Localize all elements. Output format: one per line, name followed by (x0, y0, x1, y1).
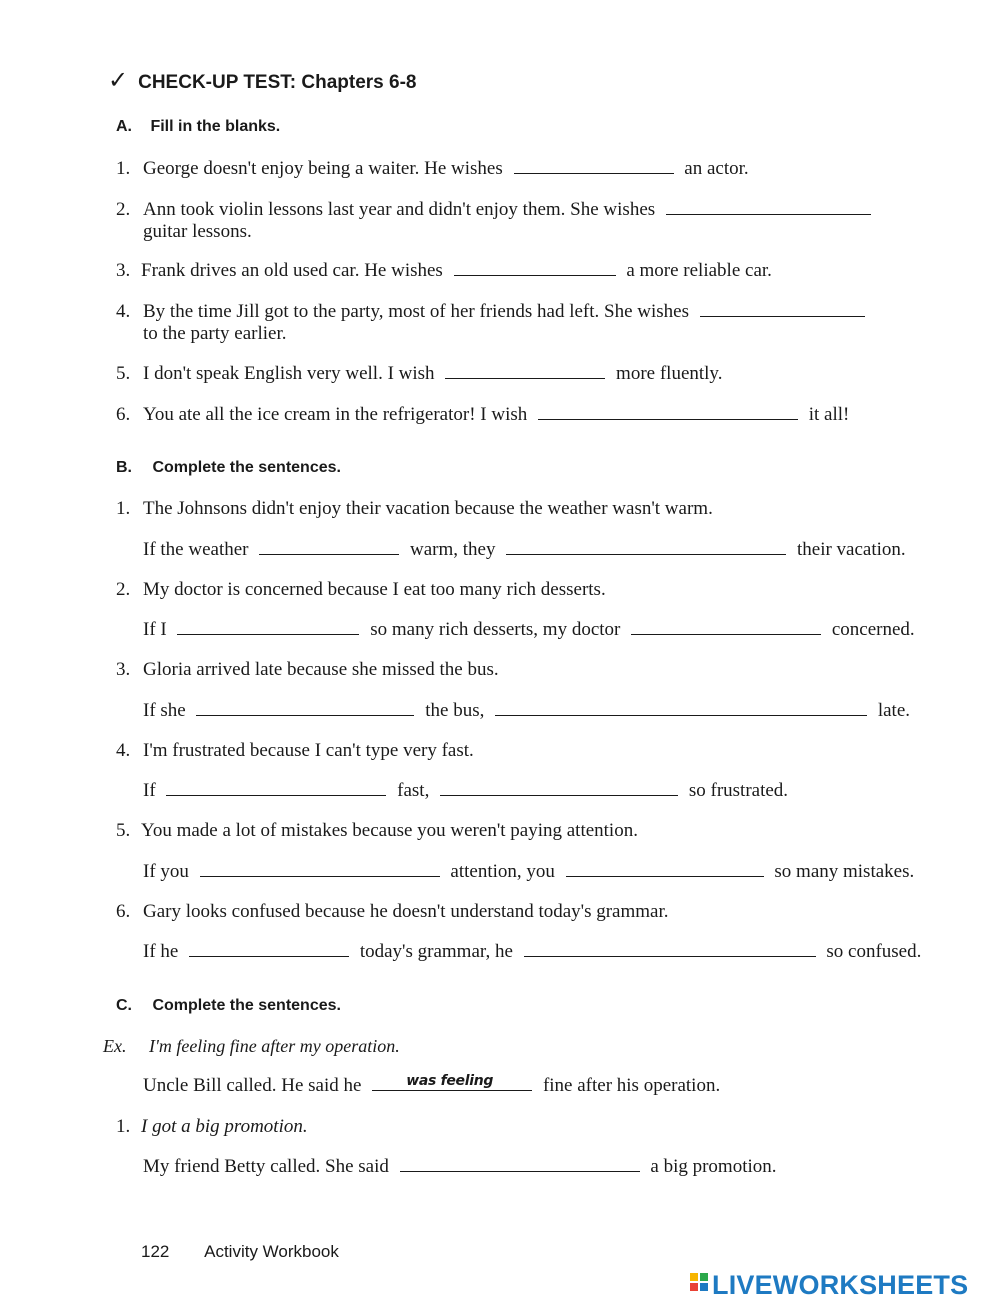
answer-blank-b4b[interactable] (440, 780, 678, 796)
checkmark-icon: ✓ (108, 66, 129, 94)
answer-blank-b5a[interactable] (200, 861, 440, 877)
example-prompt: Ex. I'm feeling fine after my operation. (103, 1036, 400, 1056)
example-blank (372, 1075, 532, 1091)
section-a-item-6: 6. You ate all the ice cream in the refrigerator! I wish it all! (116, 404, 850, 425)
section-b-item-1-prompt: 1. The Johnsons didn't enjoy their vacation because the weather wasn't warm. (116, 498, 713, 519)
section-b-item-4-prompt: 4. I'm frustrated because I can't type very fast. (116, 740, 474, 761)
page-footer (141, 1242, 339, 1262)
section-b-item-3-prompt: 3. Gloria arrived late because she missed the bus. (116, 659, 499, 680)
section-a-item-2: 2. Ann took violin lessons last year and didn't enjoy them. She wishes (116, 199, 871, 221)
answer-blank-b3a[interactable] (196, 700, 414, 716)
answer-blank-a5[interactable] (445, 363, 605, 379)
answer-blank-a4[interactable] (700, 301, 865, 317)
answer-blank-b1b[interactable] (506, 539, 786, 555)
logo-text: LIVEWORKSHEETS (712, 1270, 969, 1300)
section-b-item-6-prompt: 6. Gary looks confused because he doesn't understand today's grammar. (116, 901, 669, 922)
section-a-item-1: 1. George doesn't enjoy being a waiter. He wishes an actor. (116, 158, 749, 179)
section-b-item-5-answer: If you attention, you so many mistakes. (143, 861, 915, 882)
answer-blank-b2a[interactable] (177, 619, 359, 635)
page-title (108, 66, 416, 94)
answer-blank-b2b[interactable] (631, 619, 821, 635)
section-b-item-4-answer: If fast, so frustrated. (143, 780, 789, 801)
liveworksheets-logo[interactable] (690, 1270, 990, 1300)
section-a-item-5: 5. I don't speak English very well. I wish more fluently. (116, 363, 723, 384)
page-number: 122 (141, 1242, 170, 1261)
example-handwritten-answer: was feeling (406, 1073, 494, 1089)
example-answer: Uncle Bill called. He said he was feeling fine after his operation. (143, 1073, 721, 1096)
section-a-item-2-cont: guitar lessons. (143, 221, 252, 242)
answer-blank-b4a[interactable] (166, 780, 386, 796)
answer-blank-b6b[interactable] (524, 941, 816, 957)
answer-blank-a2[interactable] (666, 199, 871, 215)
section-c-heading: C. Complete the sentences. (116, 997, 341, 1014)
section-c-item-1-prompt: 1. I got a big promotion. (116, 1116, 308, 1137)
answer-blank-b3b[interactable] (495, 700, 867, 716)
answer-blank-c1[interactable] (400, 1156, 640, 1172)
section-a-item-4: 4. By the time Jill got to the party, most of her friends had left. She wishes (116, 301, 865, 323)
section-b-item-1-answer: If the weather warm, they their vacation. (143, 539, 906, 560)
section-a-heading: A. Fill in the blanks. (116, 118, 281, 135)
section-b-item-6-answer: If he today's grammar, he so confused. (143, 941, 922, 962)
section-b-item-5-prompt: 5. You made a lot of mistakes because you weren't paying attention. (116, 820, 638, 841)
answer-blank-b5b[interactable] (566, 861, 764, 877)
answer-blank-a3[interactable] (454, 260, 616, 276)
answer-blank-b1a[interactable] (259, 539, 399, 555)
answer-blank-b6a[interactable] (189, 941, 349, 957)
answer-blank-a1[interactable] (514, 158, 674, 174)
page-title-text: CHECK-UP TEST: Chapters 6-8 (138, 72, 417, 93)
logo-blocks-icon (690, 1273, 710, 1297)
section-a-item-3: 3. Frank drives an old used car. He wishes a more reliable car. (116, 260, 772, 281)
section-c-item-1-answer: My friend Betty called. She said a big promotion. (143, 1156, 777, 1177)
book-title: Activity Workbook (204, 1242, 339, 1261)
section-b-item-2-prompt: 2. My doctor is concerned because I eat too many rich desserts. (116, 579, 606, 600)
answer-blank-a6[interactable] (538, 404, 798, 420)
section-a-item-4-cont: to the party earlier. (143, 323, 287, 344)
section-b-item-2-answer: If I so many rich desserts, my doctor concerned. (143, 619, 915, 640)
section-b-item-3-answer: If she the bus, late. (143, 700, 911, 721)
section-b-heading: B. Complete the sentences. (116, 459, 341, 476)
